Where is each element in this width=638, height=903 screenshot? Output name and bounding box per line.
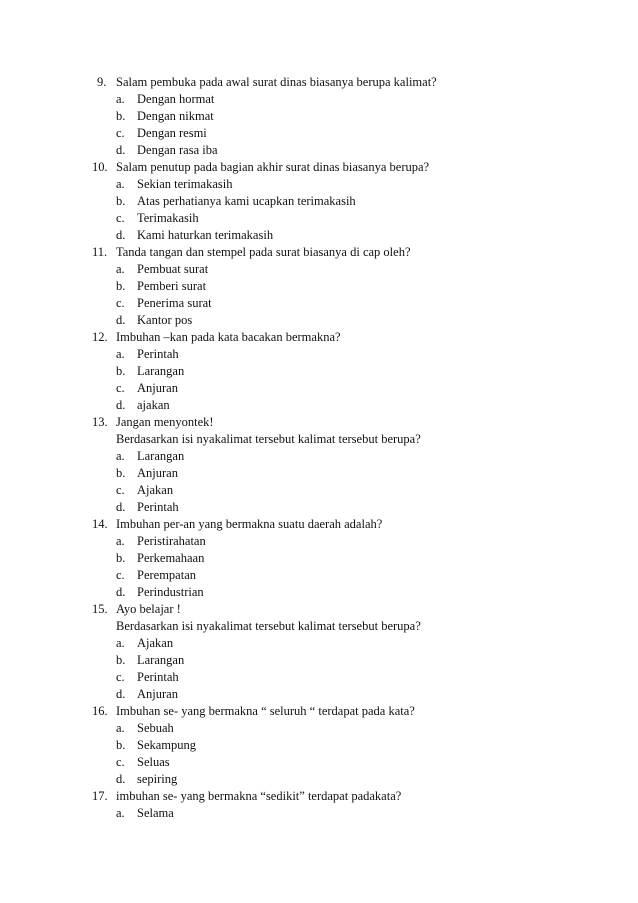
option-letter: d. [116,313,126,327]
option-text: Larangan [137,449,185,463]
question-number: 13. [92,415,108,429]
option-letter: a. [116,92,125,106]
answer-option [92,227,612,244]
question-item [92,159,612,176]
question-number: 11. [92,245,108,259]
option-text: ajakan [137,398,170,412]
question-text: Jangan menyontek! [116,415,214,429]
option-text: Terimakasih [137,211,199,225]
question-number: 9. [97,75,107,89]
answer-option [92,346,612,363]
question-item [92,516,612,533]
option-text: Perkemahaan [137,551,205,565]
question-number: 16. [92,704,108,718]
question-text: Imbuhan –kan pada kata bacakan bermakna? [116,330,341,344]
answer-option [92,363,612,380]
option-letter: b. [116,279,126,293]
option-letter: d. [116,228,126,242]
question-text: imbuhan se- yang bermakna “sedikit” terdapat padakata? [116,789,402,803]
answer-option [92,652,612,669]
option-text: Ajakan [137,483,174,497]
answer-option [92,278,612,295]
answer-option [92,686,612,703]
option-text: Kantor pos [137,313,193,327]
answer-option [92,635,612,652]
question-text: Tanda tangan dan stempel pada surat biasanya di cap oleh? [116,245,411,259]
option-text: Perintah [137,500,179,514]
answer-option [92,142,612,159]
option-text: Perintah [137,347,179,361]
option-letter: b. [116,466,126,480]
option-letter: c. [116,755,125,769]
answer-option [92,465,612,482]
answer-option [92,584,612,601]
answer-option [92,210,612,227]
option-letter: b. [116,551,126,565]
option-text: Perindustrian [137,585,204,599]
option-text: Anjuran [137,687,178,701]
option-text: sepiring [137,772,178,786]
answer-option [92,176,612,193]
question-text: Salam penutup pada bagian akhir surat dinas biasanya berupa? [116,160,430,174]
option-text: Selama [137,806,174,820]
option-text: Atas perhatianya kami ucapkan terimakasih [137,194,356,208]
question-number: 17. [92,789,108,803]
question-text: Salam pembuka pada awal surat dinas biasanya berupa kalimat? [116,75,437,89]
question-instruction: Berdasarkan isi nyakalimat tersebut kalimat tersebut berupa? [116,432,421,446]
option-letter: c. [116,126,125,140]
option-text: Dengan resmi [137,126,207,140]
option-letter: b. [116,109,126,123]
question-item [92,703,612,720]
question-number: 10. [92,160,108,174]
answer-option [92,295,612,312]
option-text: Seluas [137,755,170,769]
answer-option [92,448,612,465]
option-letter: a. [116,534,125,548]
option-text: Dengan rasa iba [137,143,218,157]
question-item [92,788,612,805]
option-letter: b. [116,194,126,208]
option-letter: d. [116,500,126,514]
question-text: Imbuhan per-an yang bermakna suatu daerah adalah? [116,517,383,531]
option-letter: d. [116,398,126,412]
option-text: Kami haturkan terimakasih [137,228,274,242]
option-text: Pemberi surat [137,279,207,293]
question-item [92,329,612,346]
answer-option [92,125,612,142]
answer-option [92,482,612,499]
option-letter: c. [116,296,125,310]
option-text: Sekian terimakasih [137,177,233,191]
question-item [92,244,612,261]
answer-option [92,771,612,788]
option-text: Sekampung [137,738,197,752]
option-letter: b. [116,653,126,667]
option-text: Pembuat surat [137,262,209,276]
option-letter: c. [116,483,125,497]
answer-option [92,533,612,550]
option-letter: a. [116,449,125,463]
answer-option [92,312,612,329]
option-letter: c. [116,568,125,582]
option-letter: a. [116,177,125,191]
answer-option [92,550,612,567]
option-letter: a. [116,806,125,820]
option-letter: c. [116,381,125,395]
answer-option [92,397,612,414]
option-letter: c. [116,670,125,684]
option-text: Dengan nikmat [137,109,214,123]
answer-option [92,91,612,108]
option-letter: c. [116,211,125,225]
option-text: Anjuran [137,466,178,480]
option-text: Perempatan [137,568,197,582]
question-text: Ayo belajar ! [116,602,181,616]
answer-option [92,108,612,125]
question-number: 12. [92,330,108,344]
question-list [92,74,612,822]
option-letter: b. [116,364,126,378]
option-letter: a. [116,721,125,735]
answer-option [92,754,612,771]
answer-option [92,567,612,584]
answer-option [92,499,612,516]
answer-option [92,805,612,822]
option-text: Peristirahatan [137,534,206,548]
option-text: Larangan [137,364,185,378]
option-letter: d. [116,585,126,599]
option-text: Perintah [137,670,179,684]
question-number: 14. [92,517,108,531]
option-text: Sebuah [137,721,174,735]
option-letter: d. [116,143,126,157]
option-text: Dengan hormat [137,92,215,106]
answer-option [92,380,612,397]
option-letter: a. [116,636,125,650]
answer-option [92,193,612,210]
answer-option [92,261,612,278]
question-instruction: Berdasarkan isi nyakalimat tersebut kalimat tersebut berupa? [116,619,421,633]
question-text: Imbuhan se- yang bermakna “ seluruh “ terdapat pada kata? [116,704,415,718]
question-number: 15. [92,602,108,616]
option-text: Larangan [137,653,185,667]
question-item [92,74,612,91]
option-letter: d. [116,772,126,786]
question-item [92,601,612,618]
option-letter: a. [116,347,125,361]
option-text: Penerima surat [137,296,212,310]
question-item [92,414,612,431]
option-letter: a. [116,262,125,276]
option-text: Ajakan [137,636,174,650]
answer-option [92,737,612,754]
option-letter: d. [116,687,126,701]
answer-option [92,669,612,686]
option-text: Anjuran [137,381,178,395]
answer-option [92,720,612,737]
option-letter: b. [116,738,126,752]
